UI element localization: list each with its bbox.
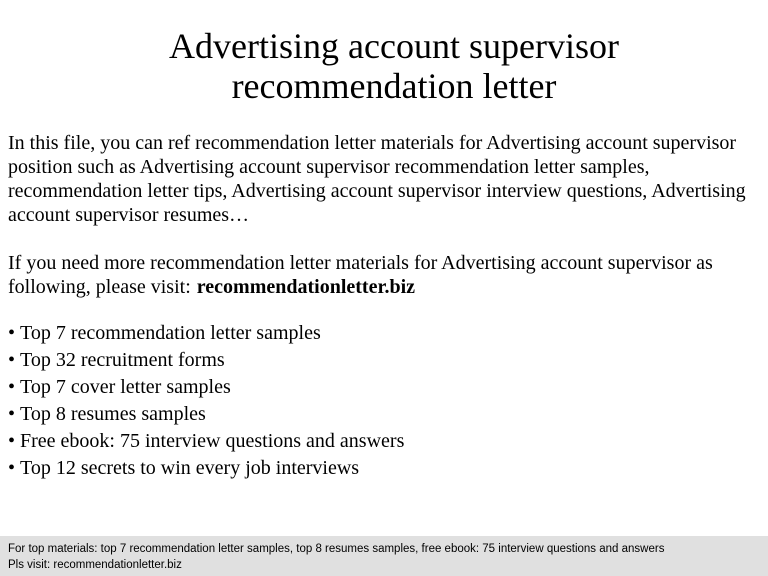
page-title — [0, 26, 768, 106]
bullet-icon: • — [8, 457, 16, 479]
materials-list — [8, 320, 748, 482]
list-item[interactable] — [8, 428, 748, 455]
bullet-icon: • — [8, 349, 16, 371]
bullet-icon: • — [8, 403, 16, 425]
bullet-icon: • — [8, 322, 16, 344]
list-item-label: Top 12 secrets to win every job interviews — [20, 457, 360, 479]
list-item[interactable] — [8, 374, 748, 401]
list-item-label: Top 32 recruitment forms — [20, 349, 225, 371]
footer-line-2[interactable]: Pls visit: recommendationletter.biz — [8, 559, 182, 571]
list-item-label: Top 7 cover letter samples — [20, 376, 231, 398]
more-text: If you need more recommendation letter materials for Advertising account supervisor as following, please visit: — [8, 252, 713, 298]
intro-paragraph: In this file, you can ref recommendation letter materials for Advertising account supervisor position such as Advertising account supervisor recommendation letter samples, recommendation letter tips, Advertising account supervisor interview questions, Advertising account supervisor resumes… — [8, 132, 746, 226]
footer-line-1: For top materials: top 7 recommendation letter samples, top 8 resumes samples, free ebook: 75 interview questions and answers — [8, 543, 665, 555]
site-link[interactable]: recommendationletter.biz — [196, 276, 416, 298]
list-item-label: Free ebook: 75 interview questions and answers — [20, 430, 405, 452]
list-item[interactable] — [8, 455, 748, 482]
title-line-2: recommendation letter — [231, 66, 557, 106]
title-line-1: Advertising account supervisor — [169, 26, 619, 66]
list-item-label: Top 8 resumes samples — [20, 403, 206, 425]
list-item[interactable] — [8, 401, 748, 428]
bullet-icon: • — [8, 430, 16, 452]
list-item-label: Top 7 recommendation letter samples — [20, 322, 321, 344]
list-item[interactable] — [8, 347, 748, 374]
more-paragraph — [8, 251, 748, 299]
list-item[interactable] — [8, 320, 748, 347]
footer-bar — [0, 536, 768, 576]
bullet-icon: • — [8, 376, 16, 398]
